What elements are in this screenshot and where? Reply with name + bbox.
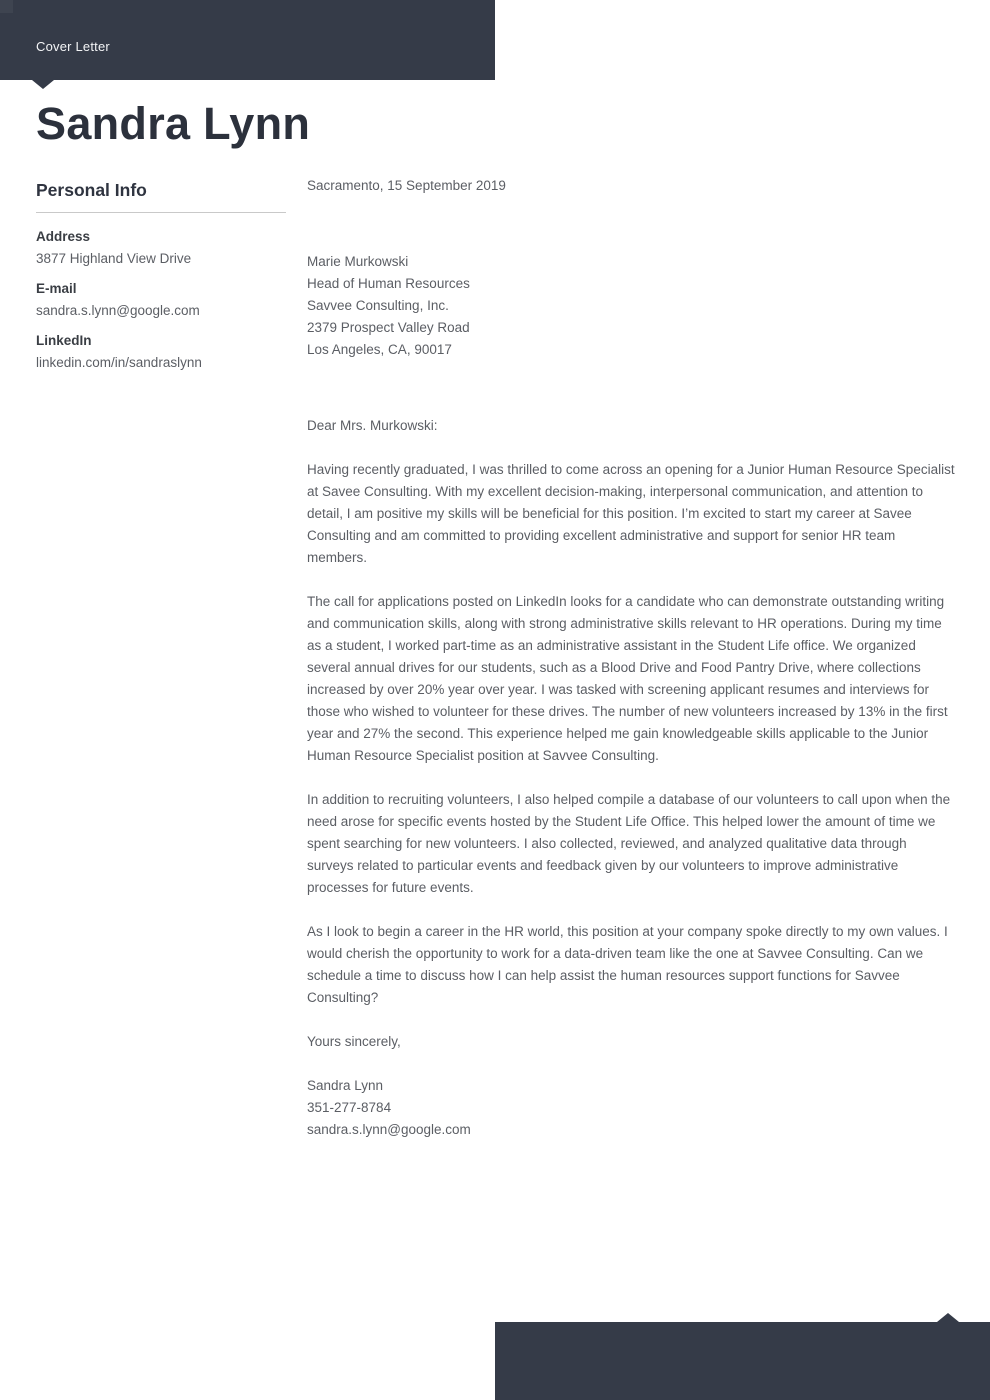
letter-paragraph: As I look to begin a career in the HR world, this position at your company spoke directly to my own values. I would cherish the opportunity to work for a data-driven team like the one at Savvee Consulting. Can we schedule a time to discuss how I can help assist the human resources support functions for Savvee Consulting?: [307, 924, 948, 1005]
info-label: E-mail: [36, 281, 77, 296]
footer-pointer-icon: [937, 1313, 959, 1322]
document-type-label: Cover Letter: [36, 39, 110, 54]
recipient-city: Los Angeles, CA, 90017: [307, 342, 452, 357]
info-value: 3877 Highland View Drive: [36, 251, 192, 266]
date-line: Sacramento, 15 September 2019: [307, 178, 506, 193]
letter-paragraph: In addition to recruiting volunteers, I also helped compile a database of our volunteers to call upon when the need arose for specific events hosted by the Student Life Office. This helped lower the amount of time we spent searching for new volunteers. I also collected, reviewed, and analyzed qualitative data through surveys related to particular events and feedback given by our volunteers to improve administrative processes for future events.: [307, 792, 951, 895]
header-band: [0, 0, 495, 80]
sidebar-heading: Personal Info: [36, 180, 286, 213]
page-title: Sandra Lynn: [36, 98, 311, 149]
letter-paragraph: Having recently graduated, I was thrilled to come across an opening for a Junior Human Resource Specialist at Savee Consulting. With my excellent decision-making, interpersonal communication, and attention to detail, I am positive my skills will be beneficial for this position. I’m excited to start my career at Savee Consulting and am committed to providing excellent administrative and support for senior HR team members.: [307, 462, 955, 565]
closing-line: Yours sincerely,: [307, 1034, 401, 1049]
recipient-title: Head of Human Resources: [307, 276, 470, 291]
salutation: Dear Mrs. Murkowski:: [307, 418, 438, 433]
info-entry-linkedin: [36, 330, 286, 374]
info-label: Address: [36, 229, 91, 244]
letter-body: [307, 175, 955, 1141]
recipient-name: Marie Murkowski: [307, 254, 409, 269]
info-entry-email: [36, 278, 286, 322]
signature-block: [307, 1075, 955, 1141]
header-pointer-icon: [32, 80, 54, 89]
personal-info-sidebar: [36, 180, 286, 374]
signature-name: Sandra Lynn: [307, 1078, 384, 1093]
signature-email: sandra.s.lynn@google.com: [307, 1122, 471, 1137]
letter-paragraph: The call for applications posted on LinkedIn looks for a candidate who can demonstrate outstanding writing and communication skills, along with strong administrative skills relevant to HR operations. During my time as a student, I worked part-time as an administrative assistant in the Student Life office. We organized several annual drives for our students, such as a Blood Drive and Food Pantry Drive, where collections increased by over 20% year over year. I was tasked with screening applicant resumes and interviews for those who wished to volunteer for these drives. The number of new volunteers increased by 13% in the first year and 27% the second. This experience helped me gain knowledgeable skills applicable to the Junior Human Resource Specialist position at Savvee Consulting.: [307, 594, 948, 763]
recipient-block: [307, 251, 955, 361]
info-value: linkedin.com/in/sandraslynn: [36, 355, 202, 370]
info-label: LinkedIn: [36, 333, 92, 348]
signature-phone: 351-277-8784: [307, 1100, 392, 1115]
info-entry-address: [36, 226, 286, 270]
footer-band: [495, 1322, 990, 1400]
recipient-company: Savvee Consulting, Inc.: [307, 298, 449, 313]
recipient-street: 2379 Prospect Valley Road: [307, 320, 470, 335]
info-value: sandra.s.lynn@google.com: [36, 303, 200, 318]
header-corner-accent: [0, 0, 13, 13]
